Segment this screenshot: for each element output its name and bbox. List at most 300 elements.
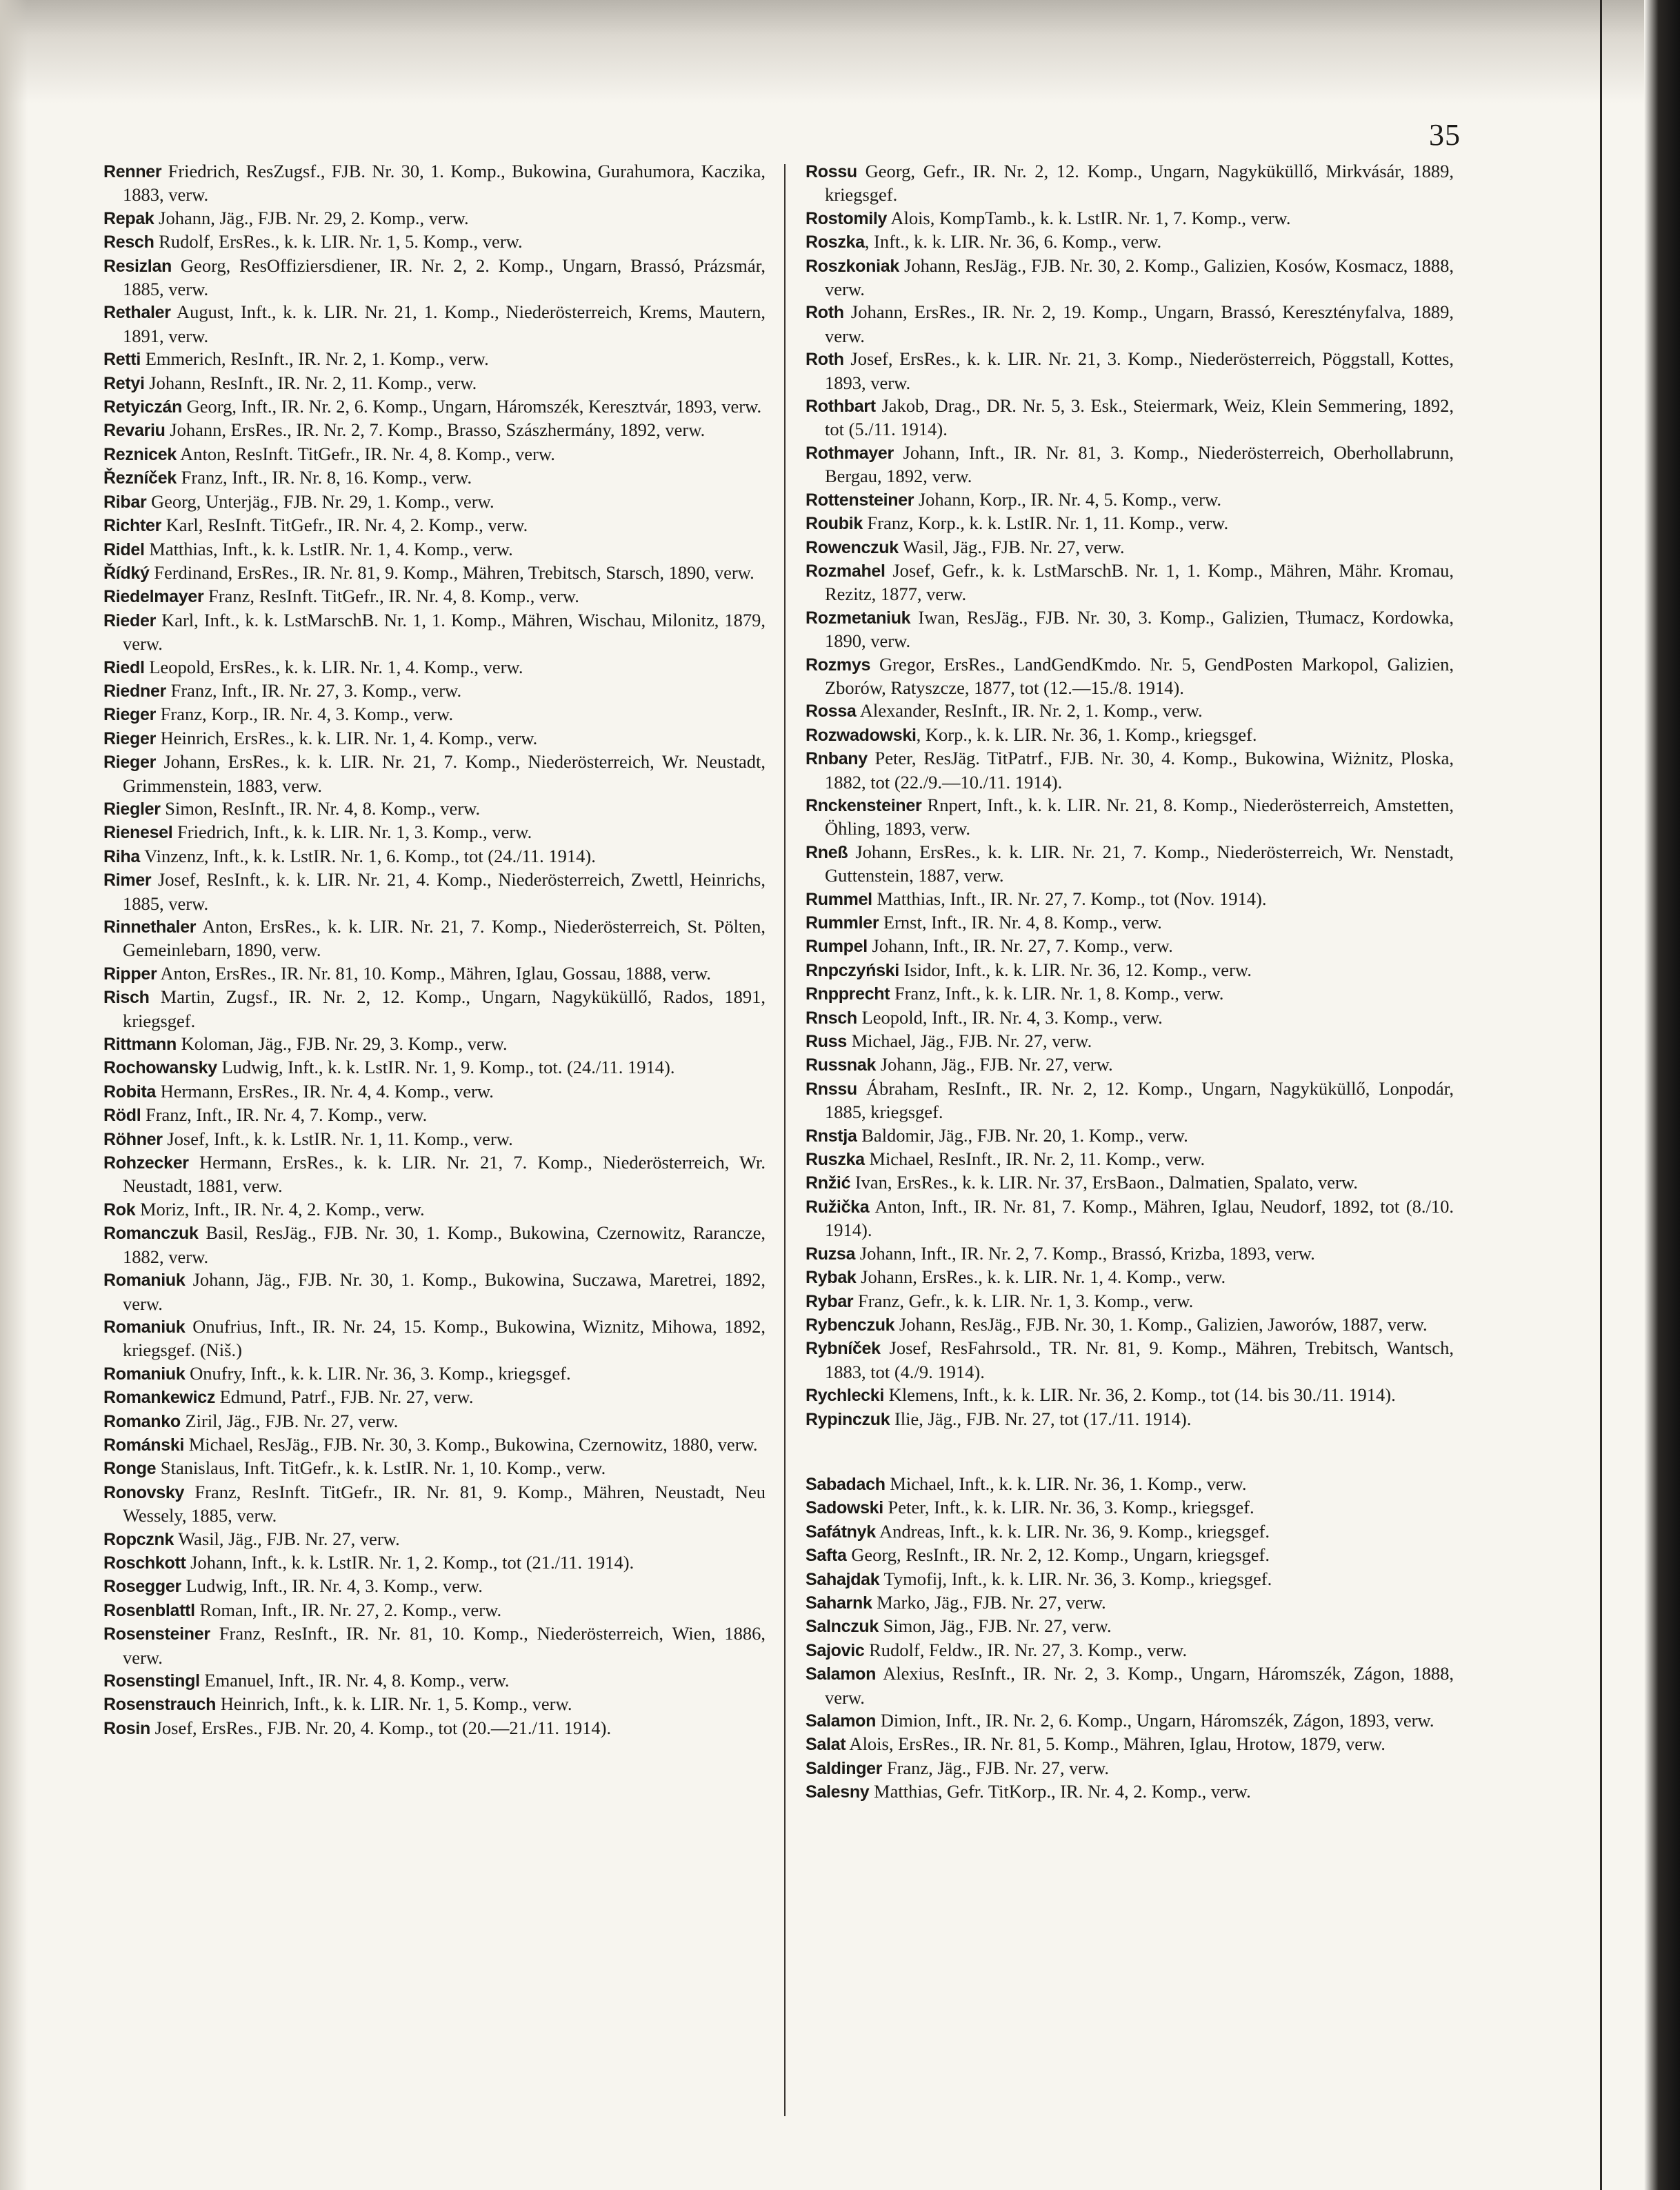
list-entry [103,679,766,703]
list-entry [806,747,1454,794]
list-entry [806,348,1454,395]
entry-surname: Romaniuk [103,1271,186,1291]
entry-surname: Románski [103,1435,185,1455]
entry-details: Heinrich, ErsRes., k. k. LIR. Nr. 1, 4. Komp., verw. [156,727,538,748]
list-entry [103,1575,766,1598]
entry-surname: Riedner [103,681,166,701]
list-entry [806,559,1454,606]
entry-surname: Ropcznk [103,1529,174,1549]
list-entry [103,750,766,797]
list-entry [806,1266,1454,1289]
entry-details: Michael, ResInft., IR. Nr. 2, 11. Komp., verw. [864,1148,1206,1170]
entry-surname: Rimer [103,870,152,890]
list-entry [103,609,766,656]
page-edge-rule [1600,0,1602,2190]
list-entry [103,915,766,962]
list-entry [806,794,1454,841]
entry-surname: Retyi [103,373,145,393]
entry-details: Matthias, Inft., k. k. LstIR. Nr. 1, 4. Komp., verw. [144,538,513,559]
entry-surname: Rummel [806,889,872,909]
list-entry [103,797,766,821]
entry-surname: Reznicek [103,444,177,464]
list-entry [806,512,1454,535]
list-entry [806,1709,1454,1733]
entry-details: Michael, ResJäg., FJB. Nr. 30, 3. Komp., Bukowina, Czernowitz, 1880, verw. [184,1433,758,1455]
list-entry [103,1080,766,1104]
entry-surname: Ruzsa [806,1244,856,1264]
entry-details: Johann, Inft., IR. Nr. 81, 3. Komp., Niederösterreich, Oberhollabrunn, Bergau, 1892, verw. [825,441,1454,487]
entry-surname: Rosensteiner [103,1624,210,1644]
entry-details: Georg, ResOffiziersdiener, IR. Nr. 2, 2. Komp., Ungarn, Brassó, Prázsmár, 1885, verw. [123,255,766,300]
entry-surname: Röhner [103,1129,163,1149]
list-entry [806,911,1454,935]
entry-surname: Rienesel [103,823,173,843]
entry-surname: Riha [103,846,140,866]
entry-surname: Rochowansky [103,1058,217,1078]
entry-details: Anton, Inft., IR. Nr. 81, 7. Komp., Mähren, Iglau, Neudorf, 1892, tot (8./10. 1914). [825,1195,1454,1241]
entry-details: Georg, Inft., IR. Nr. 2, 6. Komp., Ungarn, Háromszék, Keresztvár, 1893, verw. [182,396,762,417]
entry-surname: Řezníček [103,468,177,488]
entry-details: Michael, Jäg., FJB. Nr. 27, verw. [846,1031,1092,1052]
entry-details: Johann, Jäg., FJB. Nr. 30, 1. Komp., Bukowina, Suczawa, Maretrei, 1892, verw. [123,1269,766,1314]
entry-details: Johann, Inft., IR. Nr. 2, 7. Komp., Brassó, Krizba, 1893, verw. [855,1242,1315,1264]
list-entry [806,160,1454,207]
entry-surname: Rossa [806,701,857,721]
list-entry [806,959,1454,982]
list-entry [103,1104,766,1127]
entry-details: Emanuel, Inft., IR. Nr. 4, 8. Komp., verw. [199,1670,510,1691]
entry-details: Peter, Inft., k. k. LIR. Nr. 36, 3. Komp., kriegsgef. [883,1497,1254,1518]
entry-details: Hermann, ErsRes., k. k. LIR. Nr. 21, 7. Komp., Niederösterreich, Wr. Neustadt, 1881, verw. [123,1152,766,1197]
entry-surname: Salesny [806,1782,870,1802]
list-entry [806,1313,1454,1337]
entry-details: Franz, ResInft. TitGefr., IR. Nr. 4, 8. Komp., verw. [203,586,579,607]
list-entry [806,1077,1454,1124]
entry-details: Johann, Jäg., FJB. Nr. 27, verw. [876,1054,1113,1075]
left-column [103,160,766,1740]
entry-details: Iwan, ResJäg., FJB. Nr. 30, 3. Komp., Galizien, Tłumacz, Kordowka, 1890, verw. [825,606,1454,652]
list-entry [806,230,1454,254]
list-entry [806,1006,1454,1030]
list-entry [103,727,766,750]
list-entry [806,1757,1454,1780]
entry-surname: Salat [806,1735,846,1755]
entry-surname: Rostomily [806,208,888,228]
entry-surname: Safátnyk [806,1522,876,1542]
entry-details: Anton, ErsRes., IR. Nr. 81, 10. Komp., Mähren, Iglau, Gossau, 1888, verw. [157,962,711,984]
list-entry [103,1198,766,1222]
entry-surname: Rnstja [806,1126,857,1146]
entry-details: Josef, ErsRes., k. k. LIR. Nr. 21, 3. Komp., Niederösterreich, Pöggstall, Kottes, 1893, verw. [825,348,1454,393]
entry-details: Anton, ResInft. TitGefr., IR. Nr. 4, 8. Komp., verw. [177,443,555,464]
entry-surname: Rnbany [806,749,868,769]
entry-details: Franz, ResInft., IR. Nr. 81, 10. Komp., Niederösterreich, Wien, 1886, verw. [123,1623,766,1668]
entry-surname: Saharnk [806,1593,872,1613]
entry-surname: Riedl [103,657,145,677]
entry-surname: Rieder [103,610,157,630]
entry-surname: Roschkott [103,1553,186,1573]
entry-details: Georg, ResInft., IR. Nr. 2, 12. Komp., Ungarn, kriegsgef. [846,1544,1270,1566]
entry-details: Hermann, ErsRes., IR. Nr. 4, 4. Komp., verw. [155,1080,494,1102]
entry-details: Wasil, Jäg., FJB. Nr. 27, verw. [174,1528,400,1549]
entry-surname: Romaniuk [103,1364,186,1384]
entry-details: Edmund, Patrf., FJB. Nr. 27, verw. [215,1386,474,1408]
entry-surname: Renner [103,162,162,181]
entry-surname: Rittmann [103,1035,177,1055]
list-entry [103,1622,766,1669]
list-entry [103,443,766,466]
entry-details: Ernst, Inft., IR. Nr. 4, 8. Komp., verw. [879,912,1162,933]
entry-surname: Resch [103,232,154,252]
entry-surname: Robita [103,1082,156,1102]
entry-surname: Rumpel [806,937,868,957]
entry-details: Johann, ErsRes., k. k. LIR. Nr. 21, 7. Komp., Niederösterreich, Wr. Nenstadt, Guttenstein, 1887, verw. [825,841,1454,886]
list-entry [103,1222,766,1268]
list-entry [103,538,766,561]
entry-surname: Roth [806,303,844,323]
entry-details: Georg, Gefr., IR. Nr. 2, 12. Komp., Ungarn, Nagyküküllő, Mirkvásár, 1889, kriegsgef. [825,161,1454,206]
entry-details: Dimion, Inft., IR. Nr. 2, 6. Komp., Ungarn, Háromszék, Zágon, 1893, verw. [876,1710,1434,1731]
entry-details: Koloman, Jäg., FJB. Nr. 29, 3. Komp., verw. [176,1033,508,1055]
list-entry [103,301,766,348]
entry-details: Peter, ResJäg. TitPatrf., FJB. Nr. 30, 4. Komp., Bukowina, Wiżnitz, Ploska, 1882, tot (22./9.—10./11. 1914). [825,748,1454,793]
list-entry [103,1717,766,1740]
entry-details: Ferdinand, ErsRes., IR. Nr. 81, 9. Komp., Mähren, Trebitsch, Starsch, 1890, verw. [149,561,754,583]
list-entry [806,653,1454,700]
entry-surname: Richter [103,516,162,536]
entry-details: Ilie, Jäg., FJB. Nr. 27, tot (17./11. 1914). [890,1408,1192,1429]
entry-surname: Ribar [103,492,147,512]
entry-details: Isidor, Inft., k. k. LIR. Nr. 36, 12. Komp., verw. [899,959,1252,980]
entry-details: Jakob, Drag., DR. Nr. 5, 3. Esk., Steiermark, Weiz, Klein Semmering, 1892, tot (5./11. 1914). [825,395,1454,440]
entry-details: Rnpert, Inft., k. k. LIR. Nr. 21, 8. Komp., Niederösterreich, Amstetten, Öhling, 1893, verw. [825,794,1454,839]
entry-surname: Rychlecki [806,1386,885,1406]
entry-surname: Roubik [806,514,863,534]
entry-details: Franz, ResInft. TitGefr., IR. Nr. 81, 9. Komp., Mähren, Neustadt, Neu Wessely, 1885, verw. [123,1481,766,1526]
entry-surname: Ronovsky [103,1482,185,1502]
entry-surname: Riegler [103,799,161,819]
entry-details: Josef, Inft., k. k. LstIR. Nr. 1, 11. Komp., verw. [162,1128,513,1149]
entry-details: Onufry, Inft., k. k. LIR. Nr. 36, 3. Komp., kriegsgef. [185,1362,571,1384]
entry-details: Franz, Inft., IR. Nr. 8, 16. Komp., verw. [177,467,472,488]
entry-details: Josef, ErsRes., FJB. Nr. 20, 4. Komp., tot (20.—21./11. 1914). [150,1717,612,1738]
entry-details: Matthias, Gefr. TitKorp., IR. Nr. 4, 2. Komp., verw. [869,1781,1251,1802]
entry-details: Johann, ResJäg., FJB. Nr. 30, 1. Komp., Galizien, Jaworów, 1887, verw. [894,1313,1428,1335]
list-entry [103,1528,766,1551]
entry-surname: Ripper [103,964,157,984]
list-entry [806,1639,1454,1662]
entry-surname: Salamon [806,1711,877,1731]
list-entry [806,841,1454,888]
entry-details: Johann, Inft., IR. Nr. 27, 7. Komp., verw. [867,935,1173,957]
entry-details: Leopold, Inft., IR. Nr. 4, 3. Komp., verw. [857,1006,1163,1028]
list-entry [103,1599,766,1622]
entry-surname: Roszka [806,232,865,252]
entry-details: Anton, ErsRes., k. k. LIR. Nr. 21, 7. Komp., Niederösterreich, St. Pölten, Gemeinlebarn, 1890, verw. [123,916,766,961]
list-entry [103,962,766,986]
scan-right-edge [1644,0,1680,2190]
list-entry [103,207,766,230]
entry-surname: Rosenstingl [103,1671,200,1691]
right-column [806,160,1454,1804]
entry-details: Leopold, ErsRes., k. k. LIR. Nr. 1, 4. Komp., verw. [144,656,523,677]
entry-details: Ziril, Jäg., FJB. Nr. 27, verw. [180,1410,399,1431]
entry-surname: Rödl [103,1106,141,1126]
list-entry [806,1544,1454,1567]
list-entry [103,395,766,419]
list-entry [806,207,1454,230]
list-entry [806,1780,1454,1804]
entry-details: August, Inft., k. k. LIR. Nr. 21, 1. Komp., Niederösterreich, Krems, Mautern, 1891, verw. [123,301,766,346]
list-entry [103,845,766,868]
list-entry [103,868,766,915]
entry-details: Josef, ResInft., k. k. LIR. Nr. 21, 4. Komp., Niederösterreich, Zwettl, Heinrichs, 1885, verw. [123,869,766,914]
entry-details: Johann, ResJäg., FJB. Nr. 30, 2. Komp., Galizien, Kosów, Kosmacz, 1888, verw. [825,255,1454,300]
entry-surname: Rybenczuk [806,1315,895,1335]
entry-details: Simon, ResInft., IR. Nr. 4, 8. Komp., verw. [160,797,481,819]
list-entry [806,1591,1454,1615]
list-entry [806,1053,1454,1077]
entry-details: Franz, Inft., k. k. LIR. Nr. 1, 8. Komp., verw. [890,983,1224,1004]
entry-details: Johann, Inft., k. k. LstIR. Nr. 1, 2. Komp., tot (21./11. 1914). [186,1551,634,1573]
entry-surname: Retyiczán [103,397,183,417]
entry-surname: Rnpprecht [806,984,890,1004]
entry-surname: Rozmys [806,655,871,675]
entry-surname: Ronge [103,1459,157,1479]
list-entry [806,1384,1454,1407]
entry-surname: Romanko [103,1411,181,1431]
list-entry [103,986,766,1033]
list-entry [806,488,1454,512]
entry-details: Johann, ErsRes., IR. Nr. 2, 7. Komp., Brasso, Szászhermány, 1892, verw. [165,419,706,441]
list-entry [103,1457,766,1480]
entry-surname: Romankewicz [103,1388,216,1408]
section-gap [806,1431,1454,1473]
list-entry [103,1056,766,1079]
entry-surname: Resizlan [103,256,172,276]
entry-details: Alexander, ResInft., IR. Nr. 2, 1. Komp., verw. [856,700,1203,721]
entry-details: Stanislaus, Inft. TitGefr., k. k. LstIR. Nr. 1, 10. Komp., verw. [156,1457,606,1479]
entry-details: Marko, Jäg., FJB. Nr. 27, verw. [872,1591,1106,1613]
entry-details: Alexius, ResInft., IR. Nr. 2, 3. Komp., Ungarn, Háromszék, Zágon, 1888, verw. [825,1663,1454,1708]
entry-details: Josef, Gefr., k. k. LstMarschB. Nr. 1, 1. Komp., Mähren, Mähr. Kromau, Rezitz, 1877, verw. [825,559,1454,605]
entry-details: Ludwig, Inft., k. k. LstIR. Nr. 1, 9. Komp., tot. (24./11. 1914). [217,1057,675,1078]
list-entry [103,514,766,537]
list-entry [103,585,766,608]
entry-surname: Risch [103,988,150,1008]
entry-details: Franz, Inft., IR. Nr. 4, 7. Komp., verw. [141,1104,428,1126]
entry-surname: Sajovic [806,1640,865,1660]
entry-surname: Ruszka [806,1150,865,1170]
entry-surname: Russ [806,1032,847,1052]
entry-surname: Rohzecker [103,1153,189,1173]
list-entry [806,1290,1454,1313]
entry-details: Alois, KompTamb., k. k. LstIR. Nr. 1, 7. Komp., verw. [887,207,1291,228]
entry-surname: Saldinger [806,1758,883,1778]
entry-surname: Salnczuk [806,1617,879,1637]
list-entry [103,1481,766,1528]
list-entry [103,1433,766,1457]
list-entry [806,1615,1454,1638]
scan-top-shadow [0,0,1680,103]
entry-surname: Ridel [103,539,145,559]
entry-details: Friedrich, ResZugsf., FJB. Nr. 30, 1. Komp., Bukowina, Gurahumora, Kaczika, 1883, verw. [123,161,766,206]
list-entry [103,1315,766,1362]
list-entry [103,1551,766,1575]
list-entry [103,490,766,514]
entry-surname: Ružička [806,1197,870,1217]
entry-details: Johann, Korp., IR. Nr. 4, 5. Komp., verw. [914,488,1222,510]
entry-surname: Riedelmayer [103,587,204,607]
entry-surname: Rosegger [103,1577,181,1597]
list-entry [103,1268,766,1315]
entry-surname: Roth [806,350,844,370]
entry-details: Wasil, Jäg., FJB. Nr. 27, verw. [898,536,1125,557]
entry-surname: Rnžić [806,1173,851,1193]
entry-details: Franz, Korp., k. k. LstIR. Nr. 1, 11. Komp., verw. [862,512,1229,534]
list-entry [103,1410,766,1433]
entry-surname: Rottensteiner [806,490,914,510]
list-entry [103,1033,766,1056]
entry-surname: Rozwadowski [806,725,917,745]
entry-surname: Rosenblattl [103,1600,195,1620]
entry-surname: Safta [806,1546,847,1566]
entry-details: Franz, Gefr., k. k. LIR. Nr. 1, 3. Komp., verw. [853,1290,1194,1311]
list-entry [806,1030,1454,1053]
entry-details: Ábraham, ResInft., IR. Nr. 2, 12. Komp., Ungarn, Nagyküküllő, Lonpodár, 1885, kriegsgef. [825,1077,1454,1123]
list-entry [806,1242,1454,1266]
entry-details: Georg, Unterjäg., FJB. Nr. 29, 1. Komp., verw. [146,490,494,512]
entry-details: Vinzenz, Inft., k. k. LstIR. Nr. 1, 6. Komp., tot (24./11. 1914). [139,845,596,866]
entry-details: Johann, ResInft., IR. Nr. 2, 11. Komp., verw. [144,372,477,393]
list-entry [103,255,766,301]
list-entry [806,982,1454,1006]
entry-surname: Rieger [103,705,157,725]
list-entry [103,561,766,585]
list-entry [806,1337,1454,1384]
entry-details: Rudolf, Feldw., IR. Nr. 27, 3. Komp., verw. [864,1639,1188,1660]
entry-details: Franz, Jäg., FJB. Nr. 27, verw. [882,1757,1109,1778]
entry-details: Karl, ResInft. TitGefr., IR. Nr. 4, 2. Komp., verw. [161,515,528,536]
entry-surname: Sadowski [806,1498,883,1518]
list-entry [806,1496,1454,1520]
list-entry [806,301,1454,348]
column-divider [784,164,786,2116]
entry-details: Karl, Inft., k. k. LstMarschB. Nr. 1, 1. Komp., Mähren, Wischau, Milonitz, 1879, verw. [123,609,766,655]
list-entry [103,1362,766,1386]
entry-details: Alois, ErsRes., IR. Nr. 81, 5. Komp., Mähren, Iglau, Hrotow, 1879, verw. [846,1733,1386,1755]
entry-surname: Rieger [103,753,157,773]
list-entry [806,255,1454,301]
entry-details: Michael, Inft., k. k. LIR. Nr. 36, 1. Komp., verw. [885,1473,1247,1494]
entry-surname: Rybníček [806,1339,881,1359]
entry-details: Gregor, ErsRes., LandGendKmdo. Nr. 5, GendPosten Markopol, Galizien, Zborów, Ratyszcze, 1877, tot (12.—15./8. 1914). [825,653,1454,698]
entry-details: Heinrich, Inft., k. k. LIR. Nr. 1, 5. Komp., verw. [216,1693,572,1715]
entry-details: Tymofij, Inft., k. k. LIR. Nr. 36, 3. Komp., kriegsgef. [879,1568,1272,1589]
entry-surname: Rosenstrauch [103,1695,217,1715]
list-entry [806,1148,1454,1171]
list-entry [103,160,766,207]
entry-details: Martin, Zugsf., IR. Nr. 2, 12. Komp., Ungarn, Nagyküküllő, Rados, 1891, kriegsgef. [123,986,766,1031]
entry-surname: Romaniuk [103,1317,186,1337]
list-entry [103,656,766,679]
entry-surname: Rothbart [806,397,876,417]
entry-surname: Sabadach [806,1474,886,1494]
entry-surname: Salamon [806,1664,877,1684]
list-entry [103,1693,766,1716]
list-entry [806,1408,1454,1431]
list-entry [103,1151,766,1198]
entry-details: Andreas, Inft., k. k. LIR. Nr. 36, 9. Komp., kriegsgef. [875,1520,1270,1542]
entry-surname: Rozmetaniuk [806,608,911,628]
entry-details: Friedrich, Inft., k. k. LIR. Nr. 1, 3. Komp., verw. [172,822,532,843]
list-entry [806,395,1454,441]
list-entry [806,724,1454,747]
entry-surname: Rothmayer [806,443,894,463]
entry-surname: Rok [103,1199,136,1220]
entry-surname: Rypinczuk [806,1409,890,1429]
entry-surname: Řídký [103,563,150,583]
list-entry [103,348,766,371]
entry-surname: Rummler [806,913,879,933]
entry-surname: Rnssu [806,1079,857,1099]
list-entry [806,1171,1454,1195]
list-entry [103,1669,766,1693]
entry-surname: Repak [103,208,154,228]
entry-details: Klemens, Inft., k. k. LIR. Nr. 36, 2. Komp., tot (14. bis 30./11. 1914). [884,1384,1396,1406]
list-entry [806,1473,1454,1496]
list-entry [806,606,1454,653]
entry-details: Johann, ErsRes., IR. Nr. 2, 19. Komp., Ungarn, Brassó, Keresztényfalva, 1889, verw. [825,301,1454,346]
list-entry [806,1520,1454,1544]
list-entry [103,372,766,395]
entry-details: Matthias, Inft., IR. Nr. 27, 7. Komp., tot (Nov. 1914). [872,888,1267,909]
entry-details: , Inft., k. k. LIR. Nr. 36, 6. Komp., verw. [864,231,1162,252]
list-entry [103,821,766,844]
entry-surname: Rossu [806,162,857,181]
entry-details: Ivan, ErsRes., k. k. LIR. Nr. 37, ErsBaon., Dalmatien, Spalato, verw. [850,1172,1358,1193]
list-entry [806,935,1454,958]
entry-details: Onufrius, Inft., IR. Nr. 24, 15. Komp., Bukowina, Wiznitz, Mihowa, 1892, kriegsgef. (Niš.) [123,1315,766,1361]
list-entry [103,230,766,254]
entry-surname: Rosin [103,1718,150,1738]
list-entry [806,1662,1454,1709]
entry-surname: Rnpczyński [806,960,899,980]
entry-surname: Romanczuk [103,1224,199,1244]
entry-surname: Rnckensteiner [806,795,922,815]
entry-details: Roman, Inft., IR. Nr. 27, 2. Komp., verw. [194,1599,502,1620]
entry-details: Baldomir, Jäg., FJB. Nr. 20, 1. Komp., verw. [857,1124,1188,1146]
list-entry [806,888,1454,911]
entry-surname: Rowenczuk [806,537,899,557]
entry-details: Moriz, Inft., IR. Nr. 4, 2. Komp., verw. [135,1198,425,1220]
entry-surname: Rneß [806,842,848,862]
entry-surname: Rieger [103,728,157,748]
entry-surname: Rozmahel [806,561,886,581]
entry-surname: Rnsch [806,1008,857,1028]
entry-details: Emmerich, ResInft., IR. Nr. 2, 1. Komp., verw. [141,348,489,370]
entry-details: Ludwig, Inft., IR. Nr. 4, 3. Komp., verw. [181,1575,483,1597]
entry-surname: Russnak [806,1055,877,1075]
entry-details: Simon, Jäg., FJB. Nr. 27, verw. [878,1615,1112,1637]
list-entry [103,466,766,490]
entry-details: Johann, ErsRes., k. k. LIR. Nr. 21, 7. Komp., Niederösterreich, Wr. Neustadt, Grimmenstein, 1883, verw. [123,751,766,796]
list-entry [103,1128,766,1151]
entry-surname: Retti [103,350,141,370]
entry-details: Franz, Inft., IR. Nr. 27, 3. Komp., verw. [166,679,462,701]
entry-surname: Rybak [806,1268,857,1288]
page-number: 35 [1429,118,1461,152]
